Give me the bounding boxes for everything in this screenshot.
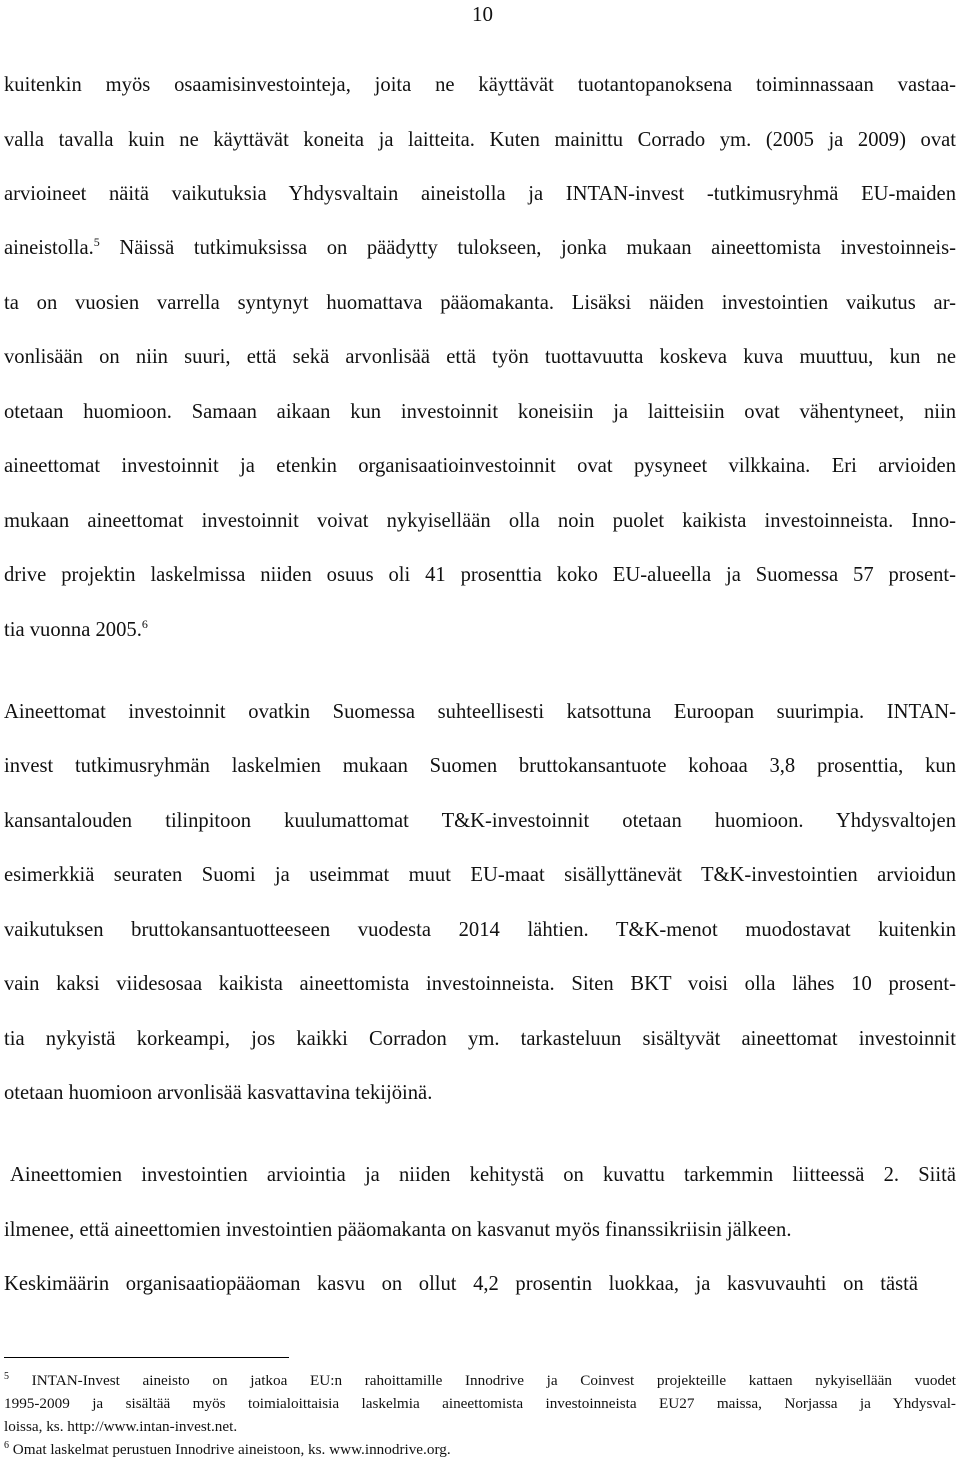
body-text-line: ta on vuosien varrella syntynyt huomattava pääomakanta. Lisäksi näiden investointien vaikutus ar- <box>4 292 956 314</box>
body-text-line: drive projektin laskelmissa niiden osuus oli 41 prosenttia koko EU-alueella ja Suomessa 57 prosent- <box>4 564 956 586</box>
body-text-line: kansantalouden tilinpitoon kuulumattomat T&K-investoinnit otetaan huomioon. Yhdysvaltojen <box>4 810 956 832</box>
body-text-line: kuitenkin myös osaamisinvestointeja, joita ne käyttävät tuotantopanoksena toiminnassaan vastaa- <box>4 74 956 96</box>
footnote-marker: 6 <box>4 1440 9 1451</box>
body-text-line: Aineettomat investoinnit ovatkin Suomessa suhteellisesti katsottuna Euroopan suurimpia. INTAN- <box>4 701 956 723</box>
footnote-text: Omat laskelmat perustuen Innodrive aineistoon, ks. www.innodrive.org. <box>9 1441 451 1458</box>
page-number: 10 <box>472 2 493 26</box>
body-text-line: otetaan huomioon. Samaan aikaan kun investoinnit koneisiin ja laitteisiin ovat vähentyneet, niin <box>4 401 956 423</box>
body-text-line: valla tavalla kuin ne käyttävät koneita ja laitteita. Kuten mainittu Corrado ym. (2005 ja 2009) ovat <box>4 129 956 151</box>
body-text-line: vain kaksi viidesosaa kaikista aineettomista investoinneista. Siten BKT voisi olla lähes 10 prosent- <box>4 973 956 995</box>
footnote-6 <box>4 1441 451 1459</box>
body-text-line <box>4 618 148 642</box>
footnote-text: INTAN-Invest aineisto on jatkoa EU:n rahoittamille Innodrive ja Coinvest projekteille kattaen nykyisellään vuodet <box>9 1372 956 1389</box>
body-text-line: aineettomat investoinnit ja etenkin organisaatioinvestoinnit ovat pysyneet vilkkaina. Eri arvioiden <box>4 455 956 477</box>
footnote-ref-6[interactable]: 6 <box>141 617 148 631</box>
body-text-segment: aineistolla. <box>4 237 94 259</box>
body-text-line <box>4 236 956 260</box>
body-text-line: esimerkkiä seuraten Suomi ja useimmat muut EU-maat sisällyttänevät T&K-investointien arvioidun <box>4 864 956 886</box>
body-text-line: invest tutkimusryhmän laskelmien mukaan Suomen bruttokansantuote kohoaa 3,8 prosenttia, kun <box>4 755 956 777</box>
body-text-line: mukaan aineettomat investoinnit voivat nykyisellään olla noin puolet kaikista investoinneista. Inno- <box>4 510 956 532</box>
footnote-text-line: loissa, ks. http://www.intan-invest.net. <box>4 1418 238 1435</box>
body-text-line: vaikutuksen bruttokansantuotteeseen vuodesta 2014 lähtien. T&K-menot muodostavat kuitenkin <box>4 919 956 941</box>
footnote-marker: 5 <box>4 1371 9 1382</box>
body-text-line: otetaan huomioon arvonlisää kasvattavina tekijöinä. <box>4 1082 433 1104</box>
body-text-line: arvioineet näitä vaikutuksia Yhdysvaltain aineistolla ja INTAN-invest -tutkimusryhmä EU-maiden <box>4 183 956 205</box>
body-text-line: ilmenee, että aineettomien investointien pääomakanta on kasvanut myös finanssikriisin jälkeen. <box>4 1219 792 1241</box>
body-text-line: Keskimäärin organisaatiopääoman kasvu on ollut 4,2 prosentin luokkaa, ja kasvuvauhti on tästä <box>4 1273 918 1295</box>
footnote-5 <box>4 1372 956 1390</box>
body-text-segment: Näissä tutkimuksissa on päädytty tulokseen, jonka mukaan aineettomista investoinneis- <box>99 237 956 259</box>
footnote-ref-5[interactable]: 5 <box>93 235 100 249</box>
footnote-text-line: 1995-2009 ja sisältää myös toimialoittaisia laskelmia aineettomista investoinneista EU27 maissa, Norjassa ja Yhdysval- <box>4 1395 956 1412</box>
footnote-separator <box>4 1357 289 1358</box>
body-text-line: tia nykyistä korkeampi, jos kaikki Corradon ym. tarkasteluun sisältyvät aineettomat investoinnit <box>4 1028 956 1050</box>
body-text-segment: tia vuonna 2005. <box>4 619 142 641</box>
body-text-line: vonlisään on niin suuri, että sekä arvonlisää että työn tuottavuutta koskeva kuva muuttuu, kun ne <box>4 346 956 368</box>
body-text-line: Aineettomien investointien arviointia ja niiden kehitystä on kuvattu tarkemmin liitteessä 2. Siitä <box>10 1164 956 1186</box>
